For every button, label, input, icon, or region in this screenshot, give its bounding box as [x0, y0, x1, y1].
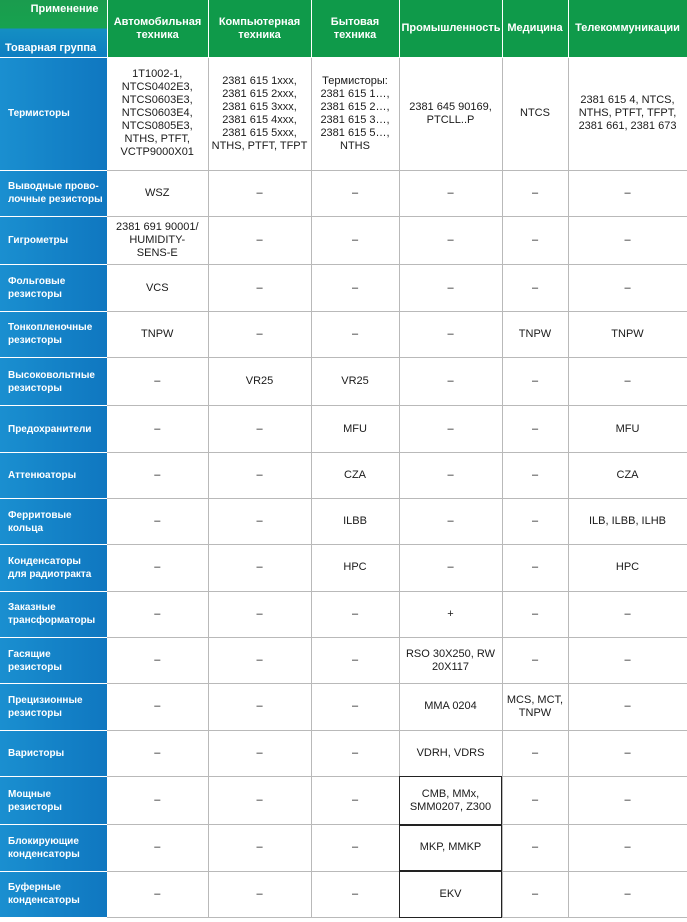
application-axis-label: Применение: [30, 3, 99, 15]
cell-automotive: TNPW: [107, 311, 208, 357]
cell-automotive: –: [107, 637, 208, 683]
cell-automotive: –: [107, 452, 208, 498]
cell-industry: EKV: [399, 871, 502, 917]
cell-household: ILBB: [311, 499, 399, 545]
row-header-product-group: Варисторы: [0, 730, 107, 776]
row-header-product-group: Гасящие резисторы: [0, 637, 107, 683]
cell-computer: –: [208, 591, 311, 637]
table-row: [0, 452, 687, 498]
cell-telecom: –: [568, 871, 687, 917]
cell-household: –: [311, 776, 399, 824]
cell-medicine: TNPW: [502, 311, 568, 357]
table-row: [0, 871, 687, 917]
cell-computer: –: [208, 311, 311, 357]
product-group-axis-label: Товарная группа: [5, 42, 97, 54]
cell-industry: CMB, MMx, SMM0207, Z300: [399, 776, 502, 824]
cell-automotive: –: [107, 776, 208, 824]
cell-medicine: –: [502, 871, 568, 917]
cell-computer: –: [208, 452, 311, 498]
cell-medicine: –: [502, 730, 568, 776]
table-body: [0, 58, 687, 918]
cell-household: –: [311, 730, 399, 776]
cell-automotive: WSZ: [107, 170, 208, 216]
cell-computer: –: [208, 637, 311, 683]
column-header-industry: Промышленность: [399, 0, 502, 58]
cell-household: –: [311, 170, 399, 216]
cell-computer: –: [208, 825, 311, 871]
table-row: [0, 58, 687, 171]
cell-industry: –: [399, 406, 502, 452]
column-header-medicine: Медицина: [502, 0, 568, 58]
table-row: [0, 825, 687, 871]
cell-telecom: CZA: [568, 452, 687, 498]
cell-telecom: HPC: [568, 545, 687, 591]
cell-industry: –: [399, 358, 502, 406]
cell-medicine: –: [502, 499, 568, 545]
cell-industry: MMA 0204: [399, 684, 502, 730]
cell-household: –: [311, 684, 399, 730]
row-header-product-group: Аттенюаторы: [0, 452, 107, 498]
cell-telecom: ILB, ILBB, ILHB: [568, 499, 687, 545]
table-row: [0, 637, 687, 683]
cell-automotive: –: [107, 545, 208, 591]
cell-household: –: [311, 591, 399, 637]
cell-telecom: –: [568, 591, 687, 637]
row-header-product-group: Предохранители: [0, 406, 107, 452]
cell-automotive: –: [107, 684, 208, 730]
cell-automotive: –: [107, 358, 208, 406]
cell-household: CZA: [311, 452, 399, 498]
row-header-product-group: Мощные резисторы: [0, 776, 107, 824]
cell-automotive: 1T1002-1, NTCS0402E3, NTCS0603E3, NTCS0603E4, NTCS0805E3, NTHS, PTFT, VCTP9000X01: [107, 58, 208, 171]
cell-household: –: [311, 637, 399, 683]
table-row: [0, 776, 687, 824]
cell-computer: –: [208, 871, 311, 917]
cell-telecom: 2381 615 4, NTCS, NTHS, PTFT, TFPT, 2381 661, 2381 673: [568, 58, 687, 171]
cell-automotive: –: [107, 406, 208, 452]
row-header-product-group: Буферные конденсаторы: [0, 871, 107, 917]
cell-household: –: [311, 265, 399, 311]
cell-automotive: –: [107, 591, 208, 637]
cell-household: –: [311, 217, 399, 265]
cell-automotive: –: [107, 825, 208, 871]
row-header-product-group: Ферритовые кольца: [0, 499, 107, 545]
cell-computer: –: [208, 170, 311, 216]
cell-automotive: –: [107, 871, 208, 917]
cell-medicine: –: [502, 358, 568, 406]
cell-industry: MKP, MMKP: [399, 825, 502, 871]
cell-computer: –: [208, 684, 311, 730]
cell-telecom: –: [568, 730, 687, 776]
cell-household: VR25: [311, 358, 399, 406]
cell-medicine: –: [502, 265, 568, 311]
cell-computer: –: [208, 265, 311, 311]
corner-header: [0, 0, 107, 58]
cell-telecom: –: [568, 776, 687, 824]
row-header-product-group: Высоковольтные резисторы: [0, 358, 107, 406]
column-header-computer: Компьютерная техника: [208, 0, 311, 58]
cell-industry: +: [399, 591, 502, 637]
cell-automotive: 2381 691 90001/ HUMIDITY- SENS-E: [107, 217, 208, 265]
cell-medicine: MCS, MCT, TNPW: [502, 684, 568, 730]
cell-industry: –: [399, 311, 502, 357]
cell-household: Термисторы: 2381 615 1…, 2381 615 2…, 2381 615 3…, 2381 615 5…, NTHS: [311, 58, 399, 171]
cell-industry: RSO 30X250, RW 20X117: [399, 637, 502, 683]
table-row: [0, 170, 687, 216]
cell-computer: –: [208, 499, 311, 545]
cell-computer: –: [208, 406, 311, 452]
cell-medicine: –: [502, 545, 568, 591]
row-header-product-group: Выводные прово- лочные резисторы: [0, 170, 107, 216]
row-header-product-group: Заказные трансформаторы: [0, 591, 107, 637]
cell-medicine: NTCS: [502, 58, 568, 171]
cell-medicine: –: [502, 217, 568, 265]
cell-industry: –: [399, 217, 502, 265]
table-row: [0, 265, 687, 311]
table-row: [0, 545, 687, 591]
row-header-product-group: Гигрометры: [0, 217, 107, 265]
cell-medicine: –: [502, 452, 568, 498]
row-header-product-group: Тонкопленочные резисторы: [0, 311, 107, 357]
cell-industry: 2381 645 90169, PTCLL..P: [399, 58, 502, 171]
cell-automotive: –: [107, 730, 208, 776]
cell-medicine: –: [502, 825, 568, 871]
cell-telecom: –: [568, 265, 687, 311]
cell-household: HPC: [311, 545, 399, 591]
cell-telecom: MFU: [568, 406, 687, 452]
cell-industry: –: [399, 265, 502, 311]
cell-telecom: –: [568, 217, 687, 265]
table-row: [0, 591, 687, 637]
cell-telecom: –: [568, 825, 687, 871]
column-header-automotive: Автомобильная техника: [107, 0, 208, 58]
cell-medicine: –: [502, 637, 568, 683]
column-header-household: Бытовая техника: [311, 0, 399, 58]
row-header-product-group: Блокирующие конденсаторы: [0, 825, 107, 871]
cell-industry: –: [399, 545, 502, 591]
cell-telecom: –: [568, 684, 687, 730]
row-header-product-group: Фольговые резисторы: [0, 265, 107, 311]
cell-medicine: –: [502, 591, 568, 637]
cell-household: –: [311, 825, 399, 871]
cell-computer: –: [208, 217, 311, 265]
cell-telecom: –: [568, 170, 687, 216]
table-row: [0, 499, 687, 545]
table-row: [0, 730, 687, 776]
cell-medicine: –: [502, 406, 568, 452]
table-row: [0, 684, 687, 730]
table-row: [0, 217, 687, 265]
cell-industry: –: [399, 499, 502, 545]
cell-computer: VR25: [208, 358, 311, 406]
cell-industry: –: [399, 452, 502, 498]
cell-telecom: –: [568, 637, 687, 683]
cell-medicine: –: [502, 170, 568, 216]
row-header-product-group: Конденсаторы для радиотракта: [0, 545, 107, 591]
cell-telecom: –: [568, 358, 687, 406]
cell-household: –: [311, 311, 399, 357]
cell-medicine: –: [502, 776, 568, 824]
cell-computer: –: [208, 776, 311, 824]
cell-automotive: VCS: [107, 265, 208, 311]
row-header-product-group: Прецизионные резисторы: [0, 684, 107, 730]
cell-telecom: TNPW: [568, 311, 687, 357]
row-header-product-group: Термисторы: [0, 58, 107, 171]
cell-computer: –: [208, 545, 311, 591]
table-row: [0, 406, 687, 452]
cell-automotive: –: [107, 499, 208, 545]
table-row: [0, 358, 687, 406]
cell-household: MFU: [311, 406, 399, 452]
cell-household: –: [311, 871, 399, 917]
header-row: [0, 0, 687, 58]
column-header-telecom: Телекоммуникации: [568, 0, 687, 58]
cell-industry: VDRH, VDRS: [399, 730, 502, 776]
cell-industry: –: [399, 170, 502, 216]
cell-computer: –: [208, 730, 311, 776]
cell-computer: 2381 615 1xxx, 2381 615 2xxx, 2381 615 3xxx, 2381 615 4xxx, 2381 615 5xxx, NTHS, PTFT, TFPT: [208, 58, 311, 171]
table-row: [0, 311, 687, 357]
